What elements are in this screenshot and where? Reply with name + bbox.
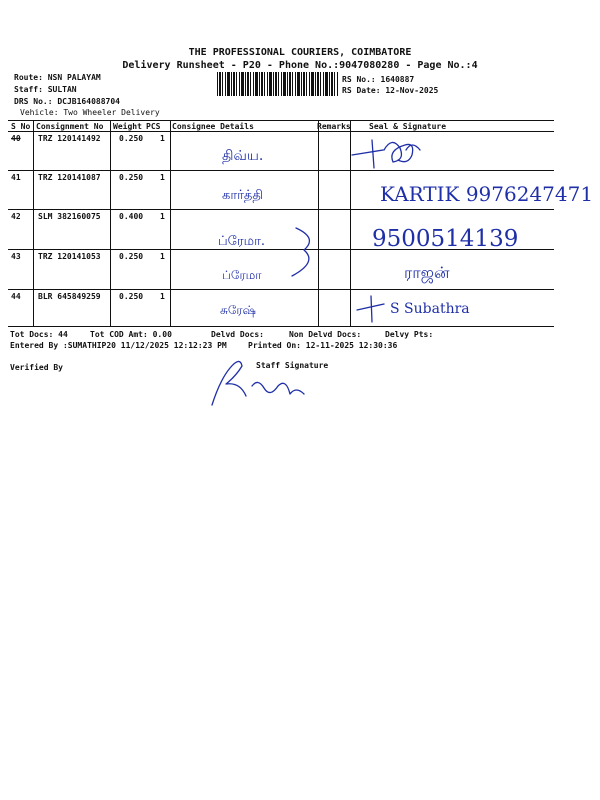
seal-handwriting: 9500514139: [372, 226, 519, 252]
signature-scribble: [352, 140, 420, 168]
row-sno: 42: [11, 212, 21, 221]
row-weight: 0.400: [119, 212, 144, 221]
col-header-pcs: PCS: [146, 122, 161, 131]
row-consignment: TRZ 120141053: [38, 252, 101, 261]
col-header-sno: S No: [11, 122, 31, 131]
entered-by: Entered By :SUMATHIP20 11/12/2025 12:12:23 PM: [10, 341, 227, 350]
row-sno: 43: [11, 252, 21, 261]
staff-label: Staff: SULTAN: [14, 85, 77, 94]
consignee-handwriting: ப்ரேமா: [222, 268, 262, 282]
runsheet-title: Delivery Runsheet - P20 - Phone No.:9047080280 - Page No.:4: [122, 60, 478, 71]
row-sno: 40: [11, 134, 21, 143]
consignee-handwriting: திவ்ய.: [222, 148, 264, 164]
row-weight: 0.250: [119, 134, 144, 143]
drs-label: DRS No.: DCJB164088704: [14, 97, 120, 106]
row-pcs: 1: [160, 252, 165, 261]
verified-by: Verified By: [10, 363, 63, 372]
tot-cod: Tot COD Amt: 0.00: [90, 330, 172, 339]
seal-handwriting: KARTIK 9976247471: [380, 182, 594, 206]
row-consignment: TRZ 120141087: [38, 173, 101, 182]
tot-docs: Tot Docs: 44: [10, 330, 68, 339]
col-header-consignee: Consignee Details: [172, 122, 254, 131]
consignee-handwriting: சுரேஷ்: [220, 303, 256, 317]
row-pcs: 1: [160, 292, 165, 301]
col-header-remarks: Remarks: [317, 122, 351, 131]
delvd-docs: Delvd Docs:: [211, 330, 264, 339]
rs-date: RS Date: 12-Nov-2025: [342, 86, 439, 95]
row-pcs: 1: [160, 173, 165, 182]
seal-handwriting: ராஜன்: [404, 263, 450, 282]
printed-on: Printed On: 12-11-2025 12:30:36: [248, 341, 398, 350]
row-consignment: SLM 382160075: [38, 212, 101, 221]
route-label: Route: NSN PALAYAM: [14, 73, 101, 82]
company-title: THE PROFESSIONAL COURIERS, COIMBATORE: [188, 47, 412, 58]
seal-handwriting: S Subathra: [390, 301, 470, 317]
non-delvd-docs: Non Delvd Docs:: [289, 330, 362, 339]
bracket-stroke: [292, 228, 309, 276]
row-consignment: BLR 645849259: [38, 292, 101, 301]
consignee-handwriting: கார்த்தி: [222, 188, 264, 203]
consignee-handwriting: ப்ரேமா.: [218, 234, 266, 249]
staff-signature-label: Staff Signature: [256, 361, 329, 370]
row-sno: 41: [11, 173, 21, 182]
row-consignment: TRZ 120141492: [38, 134, 101, 143]
col-header-weight: Weight: [113, 122, 142, 131]
row-weight: 0.250: [119, 292, 144, 301]
vehicle-label: Vehicle: Two Wheeler Delivery: [20, 108, 160, 117]
delvy-pts: Delvy Pts:: [385, 330, 434, 339]
signature-scribble: [357, 296, 384, 322]
row-sno: 44: [11, 292, 21, 301]
row-weight: 0.250: [119, 252, 144, 261]
row-pcs: 1: [160, 134, 165, 143]
rs-no: RS No.: 1640887: [342, 75, 415, 84]
col-header-seal: Seal & Signature: [369, 122, 447, 131]
row-weight: 0.250: [119, 173, 144, 182]
row-pcs: 1: [160, 212, 165, 221]
col-header-consignment: Consignment No: [36, 122, 104, 131]
